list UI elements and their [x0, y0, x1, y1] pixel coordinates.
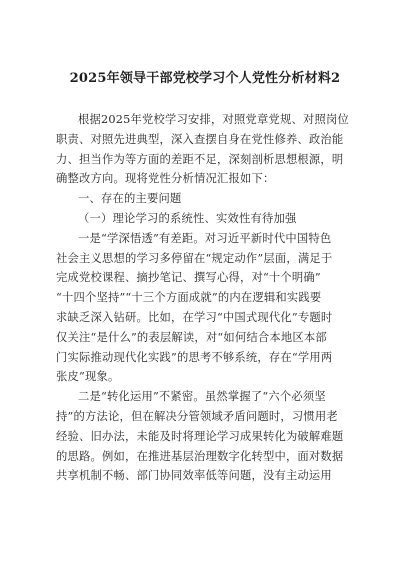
paragraph-line: 经验、旧办法，未能及时将理论学习成果转化为破解难题: [56, 429, 344, 443]
section-heading: 一、存在的主要问题: [78, 192, 182, 206]
paragraph-line: 门实际推动现代化实践”的思考不够系统，存在“学用两: [56, 350, 333, 364]
paragraph-line: 的思路。例如，在推进基层治理数字化转型中，面对数据: [56, 449, 344, 463]
paragraph-line: 根据2025年党校学习安排，对照党章党规、对照岗位: [78, 113, 349, 126]
paragraph-line: 求缺乏深入钻研。比如，在学习“中国式现代化”专题时: [56, 310, 333, 324]
paragraph-line: 一是“学深悟透”有差距。对习近平新时代中国特色: [78, 231, 332, 245]
paragraph-line: 持”的方法论，但在解决分管领域矛盾问题时，习惯用老: [56, 409, 338, 423]
paragraph-line: 张皮”现象。: [56, 370, 120, 384]
paragraph-line: 完成党校课程、摘抄笔记、撰写心得，对“十个明确”: [56, 271, 321, 285]
document-body: [56, 110, 358, 486]
paragraph-line: 社会主义思想的学习多停留在“规定动作”层面，满足于: [56, 251, 333, 265]
paragraph-line: 职责、对照先进典型，深入查摆自身在党性修养、政治能: [56, 132, 344, 146]
paragraph-line: 仅关注“是什么”的表层解读，对“如何结合本地区本部: [56, 330, 327, 344]
paragraph-line: 力、担当作为等方面的差距不足，深刻剖析思想根源，明: [56, 152, 344, 166]
paragraph-line: 共享机制不畅、部门协同效率低等问题，没有主动运用: [56, 469, 332, 483]
paragraph-line: “十四个坚持”“十三个方面成就”的内在逻辑和实践要: [56, 291, 322, 305]
subsection-heading: （一）理论学习的系统性、实效性有待加强: [78, 211, 297, 225]
paragraph-line: 二是“转化运用”不紧密。虽然掌握了“六个必须坚: [78, 390, 326, 404]
paragraph-line: 确整改方向。现将党性分析情况汇报如下：: [56, 172, 275, 186]
document-title: 2025年领导干部党校学习个人党性分析材料2: [69, 71, 341, 86]
